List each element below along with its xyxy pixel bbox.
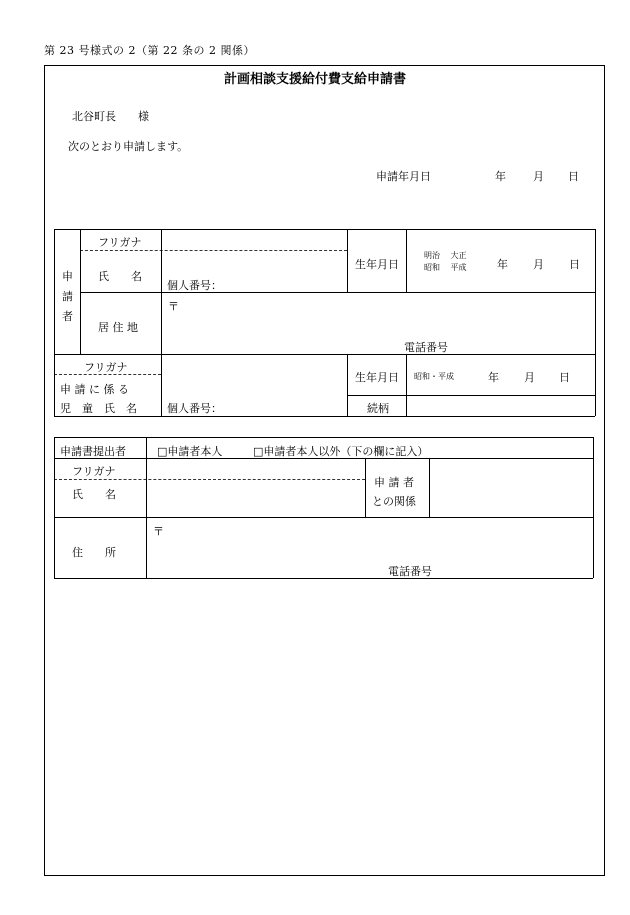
applicant-furigana-field[interactable] — [162, 230, 346, 250]
submitter-name-label: 氏 名 — [72, 488, 116, 501]
applicant-postal-mark: 〒 — [168, 300, 179, 313]
applicant-birth-month[interactable]: 月 — [533, 258, 544, 271]
child-birth-month[interactable]: 月 — [524, 371, 535, 384]
child-birth-day[interactable]: 日 — [559, 371, 570, 384]
child-relation-field[interactable] — [407, 396, 594, 415]
applicant-label-char-3: 者 — [62, 310, 73, 323]
submitter-relation-field[interactable] — [430, 459, 592, 516]
child-relation-label: 続柄 — [367, 402, 389, 415]
child-furigana-field[interactable] — [162, 355, 346, 375]
submitter-option-other[interactable]: □申請者本人以外（下の欄に記入） — [253, 445, 429, 458]
intro-statement: 次のとおり申請します。 — [68, 140, 189, 153]
page-title: 計画相談支援給付費支給申請書 — [223, 72, 406, 87]
child-name-field[interactable] — [162, 376, 346, 398]
application-date-month[interactable]: 月 — [533, 170, 544, 183]
child-label-line-1: 申 請 に 係 る — [60, 383, 129, 396]
child-birth-label: 生年月日 — [355, 371, 399, 384]
submitter-address-label: 住 所 — [72, 546, 116, 559]
applicant-era-options-1[interactable]: 明治 大正 — [424, 251, 467, 260]
applicant-era-options-2[interactable]: 昭和 平成 — [424, 263, 467, 272]
child-birth-year[interactable]: 年 — [488, 371, 499, 384]
applicant-label-char-1: 申 — [62, 270, 73, 283]
applicant-name-field[interactable] — [162, 251, 346, 273]
submitter-furigana-field[interactable] — [147, 459, 364, 479]
form-number: 第 23 号様式の 2（第 22 条の 2 関係） — [44, 44, 255, 57]
submitter-option-self[interactable]: □申請者本人 — [157, 445, 223, 458]
applicant-birth-year[interactable]: 年 — [497, 258, 508, 271]
applicant-phone-label: 電話番号 — [404, 341, 448, 354]
applicant-name-label: 氏 名 — [98, 270, 142, 283]
applicant-birth-day[interactable]: 日 — [569, 258, 580, 271]
submitter-name-field[interactable] — [147, 480, 364, 516]
submitter-header-label: 申請書提出者 — [60, 445, 126, 458]
applicant-label-char-2: 請 — [62, 290, 73, 303]
application-date-year[interactable]: 年 — [495, 170, 506, 183]
child-furigana-label: フリガナ — [84, 361, 128, 374]
submitter-phone-label: 電話番号 — [388, 565, 432, 578]
applicant-birth-label: 生年月日 — [355, 258, 399, 271]
submitter-relation-label-1: 申 請 者 — [374, 476, 414, 489]
submitter-address-field[interactable] — [147, 518, 592, 560]
application-date-label: 申請年月日 — [376, 170, 431, 183]
applicant-furigana-label: フリガナ — [98, 236, 142, 249]
applicant-address-label: 居 住 地 — [98, 321, 138, 334]
submitter-furigana-label: フリガナ — [72, 465, 116, 478]
applicant-address-field[interactable] — [162, 293, 594, 337]
submitter-relation-label-2: との関係 — [372, 495, 416, 508]
addressee: 北谷町長 様 — [72, 110, 149, 123]
application-date-day[interactable]: 日 — [568, 170, 579, 183]
applicant-personal-number-label: 個人番号： — [167, 279, 222, 292]
child-label-line-2: 児 童 氏 名 — [60, 402, 137, 415]
child-era-options[interactable]: 昭和・平成 — [414, 372, 454, 381]
child-personal-number-label: 個人番号： — [167, 402, 222, 415]
submitter-postal-mark: 〒 — [153, 525, 164, 538]
